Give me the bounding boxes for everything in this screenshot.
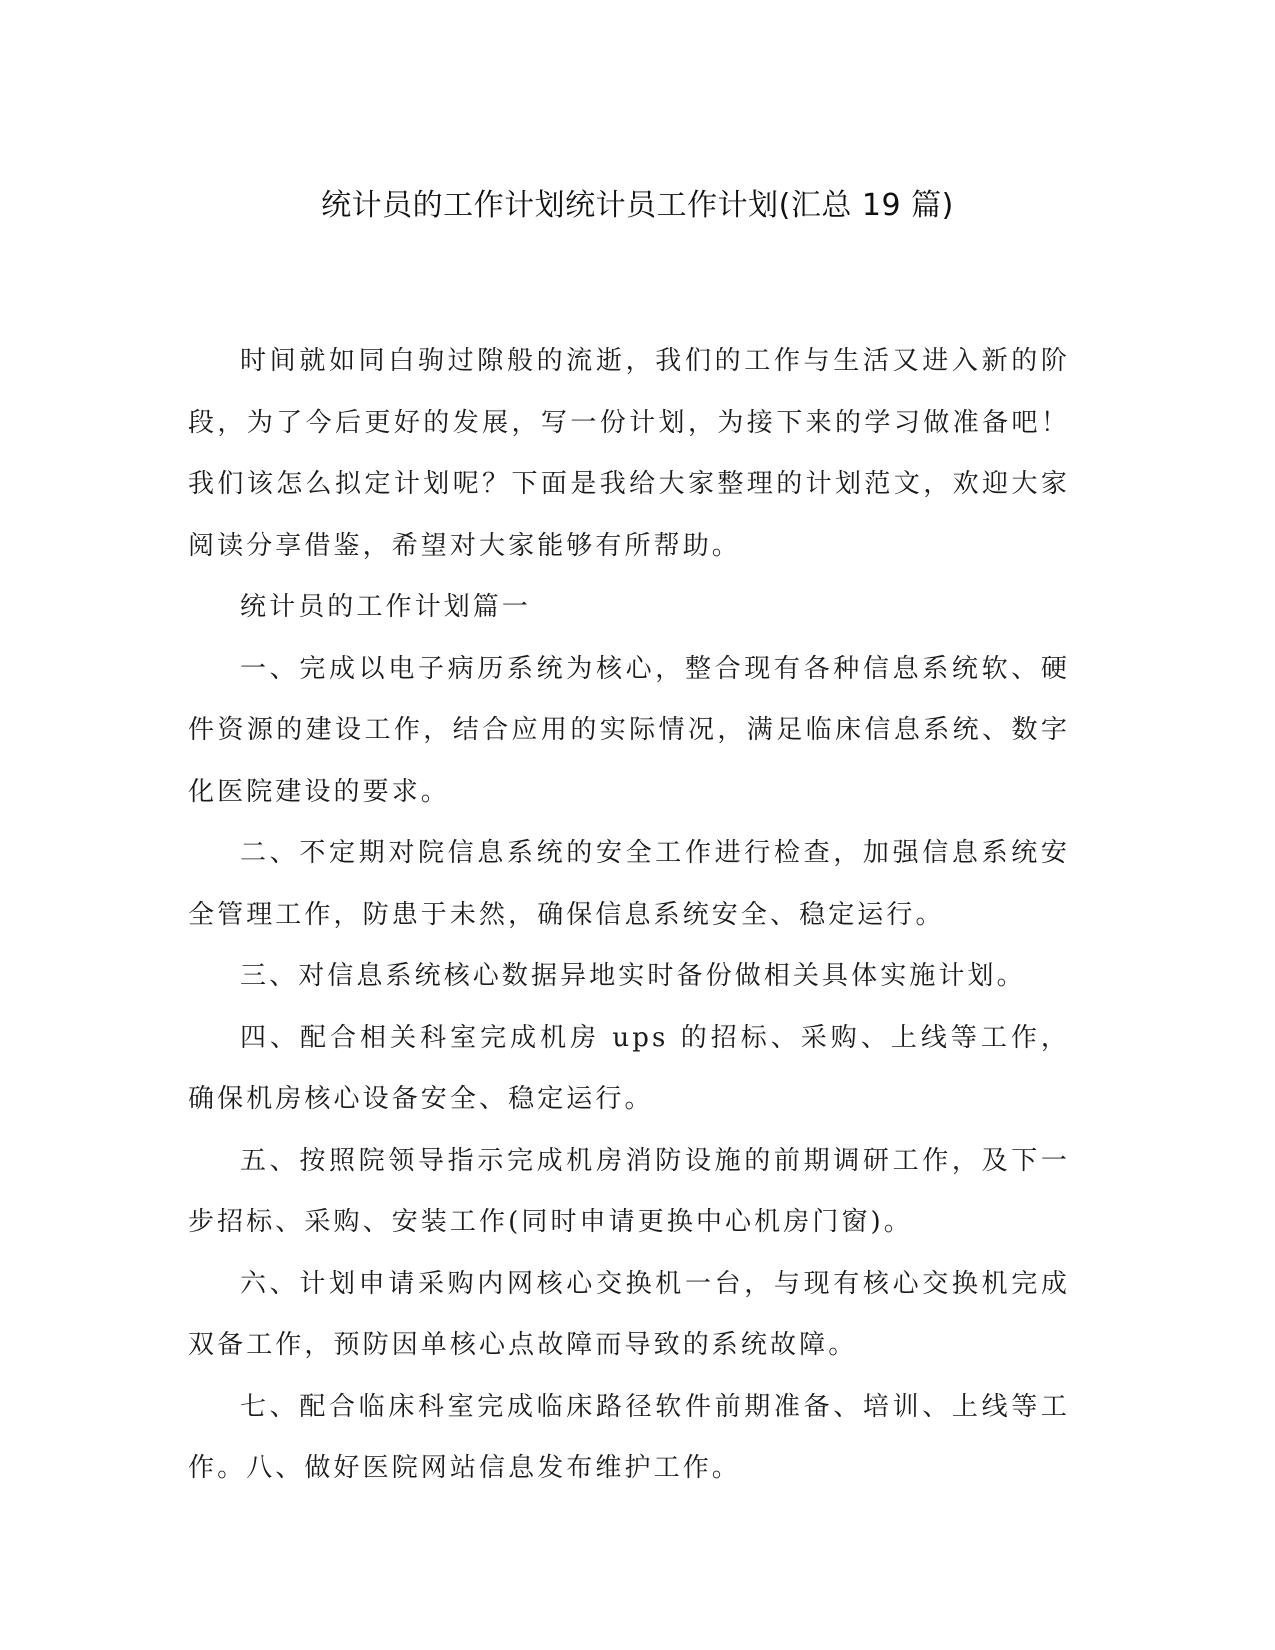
document-title: 统计员的工作计划统计员工作计划(汇总 19 篇): [321, 188, 954, 223]
plan-item-6: 六、计划申请采购内网核心交换机一台，与现有核心交换机完成双备工作，预防因单核心点故障而导致的系统故障。: [188, 1268, 1070, 1360]
plan-item-7: 七、配合临床科室完成临床路径软件前期准备、培训、上线等工作。八、做好医院网站信息发布维护工作。: [188, 1391, 1070, 1483]
plan-item-5: 五、按照院领导指示完成机房消防设施的前期调研工作，及下一步招标、采购、安装工作(同时申请更换中心机房门窗)。: [188, 1145, 1070, 1237]
intro-paragraph: 时间就如同白驹过隙般的流逝，我们的工作与生活又进入新的阶段，为了今后更好的发展，写一份计划，为接下来的学习做准备吧！我们该怎么拟定计划呢？下面是我给大家整理的计划范文，欢迎大家阅读分享借鉴，希望对大家能够有所帮助。: [188, 346, 1070, 561]
plan-item-3: 三、对信息系统核心数据异地实时备份做相关具体实施计划。: [240, 961, 1026, 991]
plan-item-1: 一、完成以电子病历系统为核心，整合现有各种信息系统软、硬件资源的建设工作，结合应用的实际情况，满足临床信息系统、数字化医院建设的要求。: [188, 653, 1070, 807]
section-heading: 统计员的工作计划篇一: [240, 592, 532, 622]
plan-item-2: 二、不定期对院信息系统的安全工作进行检查，加强信息系统安全管理工作，防患于未然，确保信息系统安全、稳定运行。: [188, 838, 1070, 930]
plan-item-4: 四、配合相关科室完成机房 ups 的招标、采购、上线等工作，确保机房核心设备安全、稳定运行。: [188, 1022, 1070, 1114]
document-body: [188, 331, 1070, 1500]
